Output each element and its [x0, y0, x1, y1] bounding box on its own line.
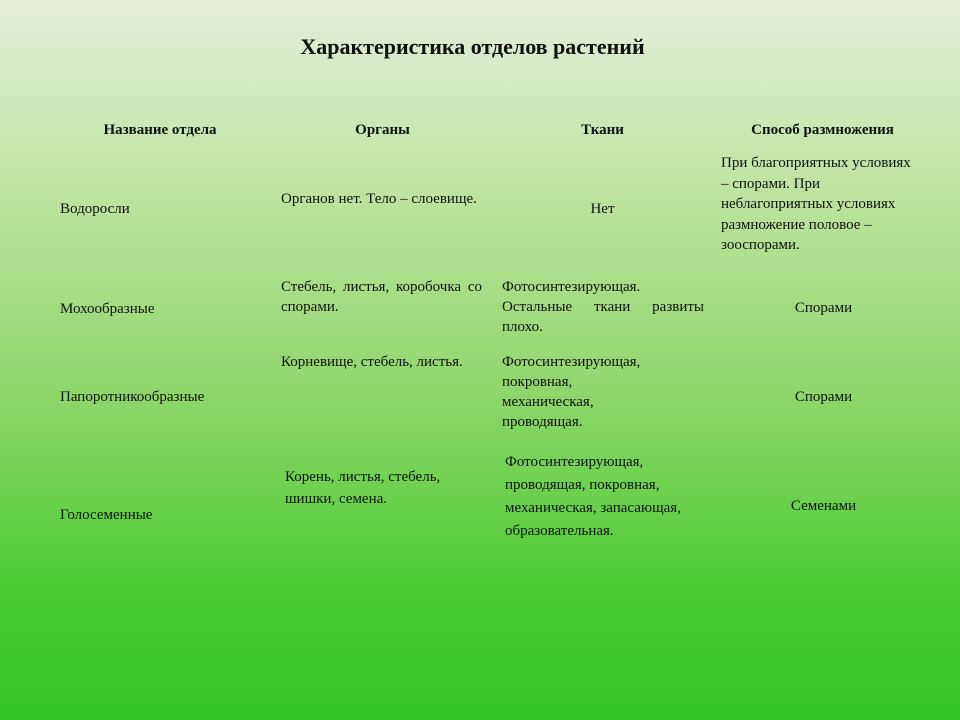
row-algae-name: Водоросли: [60, 201, 130, 217]
header-tissues: Ткани: [581, 122, 624, 138]
row-mosses-name: Мохообразные: [60, 301, 155, 317]
row-ferns-name: Папоротникообразные: [60, 389, 205, 405]
row-mosses-reproduction: Спорами: [794, 300, 853, 316]
row-algae-tissues: Нет: [590, 201, 615, 217]
row-ferns-reproduction: Спорами: [794, 389, 853, 405]
row-mosses-organs: Стебель, листья, коробочка со спорами.: [281, 279, 482, 315]
row-gymnosperms-tissues: Фотосинтезирующая, проводящая, покровная, механическая, запасающая, образовательная.: [505, 454, 681, 539]
header-division-name: Название отдела: [103, 122, 217, 138]
row-algae-organs: Органов нет. Тело – слоевище.: [281, 191, 477, 207]
row-ferns-organs: Корневище, стебель, листья.: [281, 354, 463, 370]
header-reproduction: Способ размножения: [751, 122, 894, 138]
row-mosses-tissues: Фотосинтезирующая. Остальные ткани развиты плохо.: [502, 279, 704, 335]
row-algae-reproduction: При благоприятных условиях – спорами. При неблагоприятных условиях размножение половое – зооспорами.: [721, 155, 911, 253]
header-organs: Органы: [355, 122, 410, 138]
row-gymnosperms-name: Голосеменные: [60, 507, 153, 523]
row-gymnosperms-reproduction: Семенами: [790, 498, 857, 514]
row-ferns-tissues: Фотосинтезирующая, покровная, механическая, проводящая.: [502, 354, 641, 430]
row-gymnosperms-organs: Корень, листья, стебель, шишки, семена.: [285, 469, 441, 507]
page-title: Характеристика отделов растений: [300, 34, 645, 59]
